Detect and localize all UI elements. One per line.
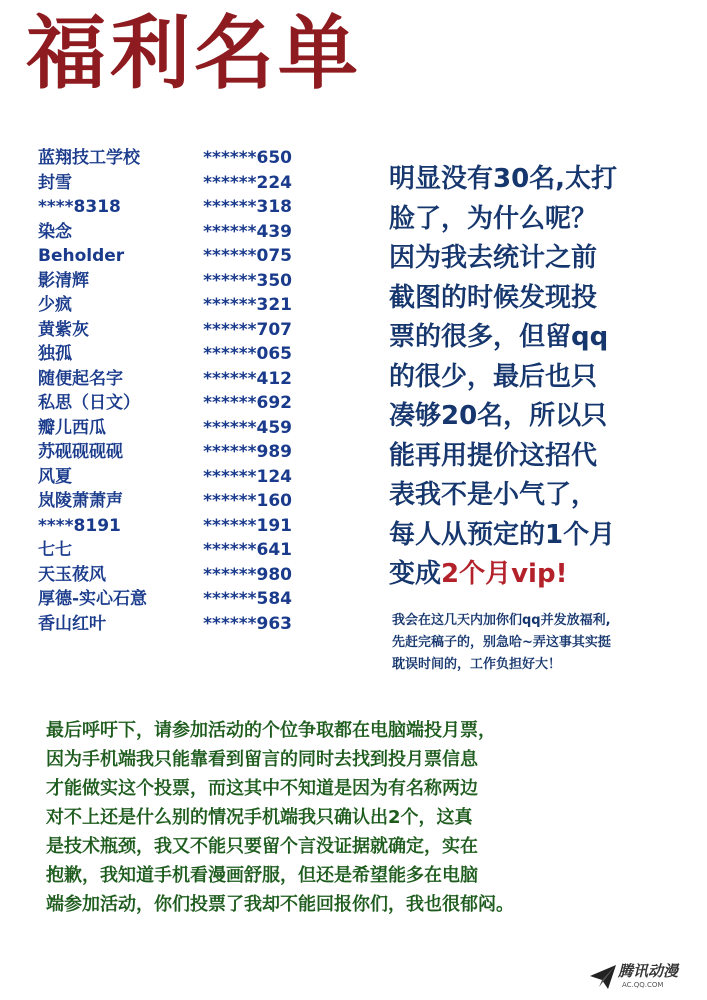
winner-code: ******641: [203, 540, 292, 560]
list-item: [38, 195, 298, 220]
winner-name: Beholder: [38, 246, 125, 266]
winner-code: ******692: [203, 393, 292, 413]
note-line: 先赶完稿子的，别急哈~弄这事其实挺: [392, 635, 611, 650]
list-item: [38, 416, 298, 441]
winner-name: 影清辉: [38, 270, 89, 291]
winner-code: ******650: [203, 148, 292, 168]
list-item: [38, 465, 298, 490]
list-item: [38, 146, 298, 171]
explanation-line: 脸了，为什么呢？: [389, 203, 598, 234]
explanation-line: 的很少，最后也只: [389, 361, 598, 392]
footer-line: 因为手机端我只能靠看到留言的同时去找到投月票信息: [46, 749, 478, 770]
explanation-line: 每人从预定的1个月: [389, 519, 616, 550]
explanation-text: [389, 160, 689, 595]
footer-text: [46, 716, 686, 919]
note-line: 我会在这几天内加你们qq并发放福利,: [392, 613, 611, 628]
winner-name: 黄紫灰: [38, 319, 89, 340]
footer-line: 最后呼吁下，请参加活动的个位争取都在电脑端投月票，: [46, 720, 496, 741]
winner-code: ******160: [203, 491, 292, 511]
list-item: [38, 220, 298, 245]
list-item: [38, 391, 298, 416]
footer-line: 对不上还是什么别的情况手机端我只确认出2个，这真: [46, 807, 473, 828]
note-text: [392, 610, 682, 676]
logo-url: AC.QQ.COM: [622, 981, 664, 989]
winner-name: 厚德-实心石意: [38, 589, 148, 609]
footer-line: 是技术瓶颈，我又不能只要留个言没证据就确定，实在: [46, 836, 478, 857]
winner-code: ******350: [203, 270, 292, 291]
list-item: [38, 269, 298, 294]
winner-name: 苏砚砚砚砚: [38, 442, 123, 462]
winner-code: ******318: [203, 197, 292, 217]
explanation-last-prefix: 变成: [389, 559, 442, 589]
list-item: [38, 514, 298, 539]
footer-line: 抱歉，我知道手机看漫画舒服，但还是希望能多在电脑: [46, 865, 478, 886]
footer-line: 才能做实这个投票，而这其中不知道是因为有名称两边: [46, 778, 478, 799]
list-item: [38, 612, 298, 637]
winner-code: ******707: [203, 319, 292, 340]
explanation-line: 能再用提价这招代: [389, 440, 598, 471]
winner-code: ******075: [203, 246, 292, 266]
explanation-line: 明显没有30名,太打: [389, 164, 618, 194]
winner-code: ******980: [203, 564, 292, 585]
list-item: [38, 293, 298, 318]
list-item: [38, 587, 298, 612]
explanation-line: 表我不是小气了，: [389, 480, 598, 510]
vip-highlight: 2个月vip!: [441, 559, 568, 589]
winner-name: 瓣儿西瓜: [38, 417, 106, 438]
winner-name: 七七: [38, 540, 72, 560]
winner-name: 岚陵萧萧声: [38, 491, 123, 511]
explanation-line: 票的很多，但留qq: [389, 322, 609, 352]
winner-list: [38, 146, 298, 636]
winner-name: 风夏: [38, 466, 72, 487]
list-item: [38, 440, 298, 465]
list-item: [38, 367, 298, 392]
winner-code: ******191: [203, 515, 292, 536]
winner-name: 染念: [38, 221, 72, 242]
footer-line: 端参加活动，你们投票了我却不能回报你们，我也很郁闷。: [46, 894, 514, 915]
winner-name: 少疯: [38, 295, 72, 315]
winner-code: ******584: [203, 589, 292, 609]
list-item: [38, 318, 298, 343]
list-item: [38, 563, 298, 588]
explanation-line: 因为我去统计之前: [389, 243, 598, 273]
list-item: [38, 538, 298, 563]
page-title: 福利名单: [26, 7, 362, 100]
winner-code: ******439: [203, 221, 292, 242]
winner-code: ******459: [203, 417, 292, 438]
winner-name: 蓝翔技工学校: [38, 148, 140, 168]
winner-name: ****8191: [38, 515, 121, 536]
winner-code: ******412: [203, 368, 292, 389]
winner-code: ******989: [203, 442, 292, 462]
winner-name: 私思（日文）: [38, 393, 140, 413]
winner-name: 封雪: [38, 172, 72, 193]
winner-name: ****8318: [38, 197, 121, 217]
note-line: 耽误时间的，工作负担好大！: [392, 657, 562, 672]
explanation-line: [389, 555, 689, 595]
list-item: [38, 342, 298, 367]
winner-name: 随便起名字: [38, 368, 123, 389]
explanation-line: 凑够20名，所以只: [389, 401, 608, 431]
paper-plane-icon: [588, 962, 618, 992]
winner-code: ******321: [203, 295, 292, 315]
tencent-comic-logo: [588, 958, 703, 996]
winner-name: 天玉莜风: [38, 564, 106, 585]
winner-code: ******963: [203, 613, 292, 634]
explanation-line: 截图的时候发现投: [389, 282, 598, 313]
list-item: [38, 489, 298, 514]
winner-code: ******124: [203, 466, 292, 487]
list-item: [38, 244, 298, 269]
winner-code: ******224: [203, 172, 292, 193]
logo-name: 腾讯动漫: [618, 962, 679, 980]
winner-name: 香山红叶: [38, 613, 106, 634]
winner-code: ******065: [203, 344, 292, 364]
list-item: [38, 171, 298, 196]
winner-name: 独孤: [38, 344, 72, 364]
